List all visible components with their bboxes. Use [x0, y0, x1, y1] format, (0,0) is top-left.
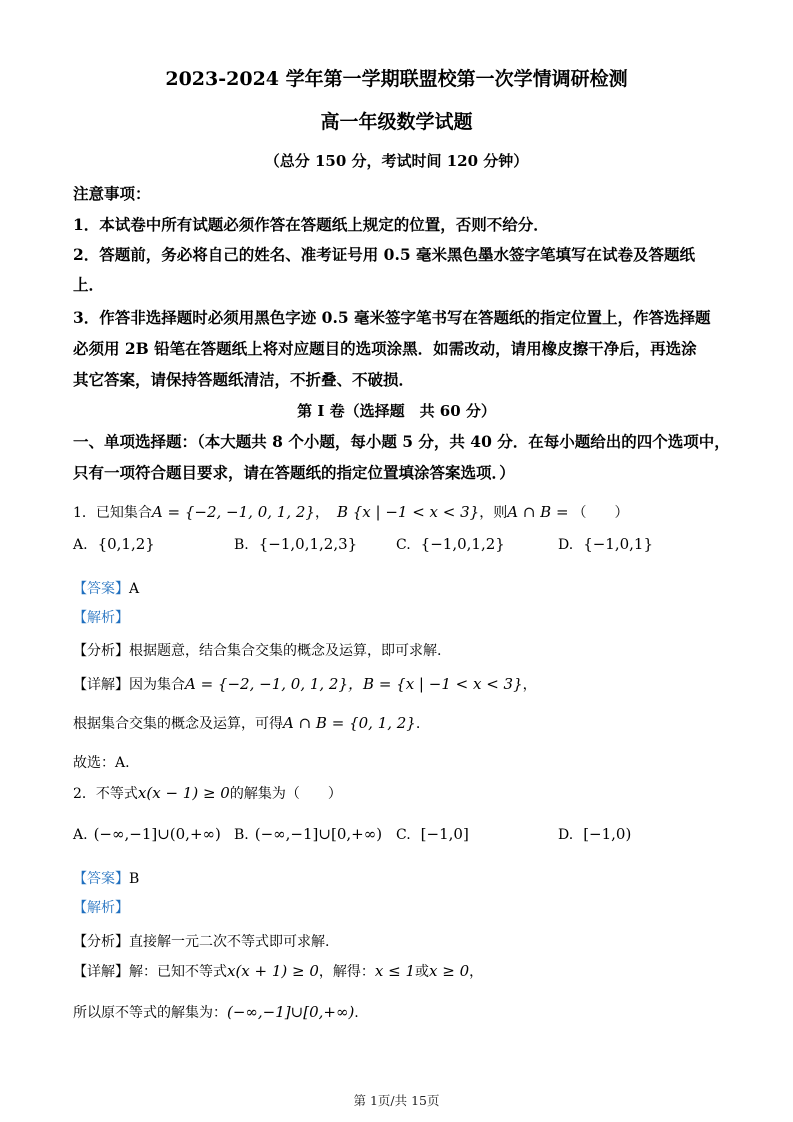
answer-value: A [129, 581, 140, 597]
q2-expr: x(x − 1) ≥ 0 [137, 784, 230, 802]
q1-answer [73, 578, 139, 598]
xiangjie-set-a: A = {−2, −1, 0, 1, 2} [185, 675, 349, 693]
question-2-stem [73, 783, 342, 803]
option-value: (−∞,−1]∪[0,+∞) [254, 825, 383, 843]
fenxi-text: 直接解一元二次不等式即可求解. [129, 934, 330, 950]
q2-option-b [234, 825, 382, 843]
option-label: C. [396, 537, 411, 553]
xiangjie-pre: 因为集合 [129, 677, 185, 693]
q1-fenxi [73, 640, 441, 660]
q2-option-a [73, 825, 221, 843]
answer-tag: 【答案】 [73, 871, 129, 887]
solution-expr: (−∞,−1]∪[0,+∞) [227, 1003, 355, 1021]
q1-xiangjie [73, 673, 537, 694]
option-value: {−1,0,1} [583, 535, 654, 553]
solution-pre: 所以原不等式的解集为： [73, 1005, 227, 1021]
notice-heading: 注意事项： [73, 184, 151, 203]
q1-then: ，则 [479, 505, 508, 521]
q2-fenxi [73, 931, 329, 951]
xiangjie-end: ， [469, 964, 484, 980]
section-title: 第 I 卷（选择题 共 60 分） [297, 402, 496, 420]
exam-subtitle: 高一年级数学试题 [320, 111, 473, 133]
solution-end: . [354, 1005, 359, 1021]
page-number: 第 1页/共 15页 [353, 1093, 440, 1108]
section-heading-line-1: 一、单项选择题：（本大题共 8 个小题，每小题 5 分，共 40 分．在每小题给出的四个选项中， [73, 432, 730, 451]
option-label: D. [558, 537, 574, 553]
option-value: {−1,0,1,2} [420, 535, 505, 553]
fenxi-tag: 【分析】 [73, 934, 129, 950]
xiangjie-root-2: x ≥ 0 [429, 962, 470, 980]
notice-item-3-line-1: 3．作答非选择题时必须用黑色字迹 0.5 毫米签字笔书写在答题纸的指定位置上，作答选择题 [73, 308, 711, 327]
q1-option-c [396, 535, 505, 553]
option-label: C. [396, 827, 411, 843]
q1-paren: （ ） [572, 505, 629, 521]
q1-prefix: 1．已知集合 [73, 505, 152, 521]
q1-expr: A ∩ B = [507, 503, 569, 521]
xiangjie-or: 或 [415, 964, 430, 980]
fenxi-text: 根据题意，结合集合交集的概念及运算，即可求解. [129, 643, 442, 659]
xiangjie-root-1: x ≤ 1 [374, 962, 416, 980]
q1-choice: 故选：A. [73, 755, 130, 771]
q2-prefix: 2．不等式 [73, 786, 138, 802]
option-value: [−1,0) [583, 825, 632, 843]
option-value: (−∞,−1]∪(0,+∞) [93, 825, 221, 843]
solution-pre: 根据集合交集的概念及运算，可得 [73, 716, 283, 732]
xiangjie-end: ， [522, 677, 537, 693]
option-value: {−1,0,1,2,3} [258, 535, 358, 553]
exam-info: （总分 150 分，考试时间 120 分钟） [264, 152, 529, 170]
q2-xiangjie [73, 961, 483, 981]
notice-item-3-line-2: 必须用 2B 铅笔在答题纸上将对应题目的选项涂黑．如需改动，请用橡皮擦干净后，再选涂 [73, 339, 697, 358]
xiangjie-mid: ，解得： [318, 964, 375, 980]
q2-option-c [396, 825, 469, 843]
xiangjie-tag: 【详解】 [73, 677, 129, 693]
notice-item-2-line-2: 上． [73, 275, 105, 294]
q1-set-a: A = {−2, −1, 0, 1, 2} [151, 503, 315, 521]
option-label: D. [558, 827, 574, 843]
solution-expr: A ∩ B = {0, 1, 2} [283, 714, 416, 732]
notice-item-3-line-3: 其它答案，请保持答题纸清洁，不折叠、不破损． [73, 370, 415, 389]
q2-solution-line [73, 1002, 359, 1022]
q1-analysis-tag: 【解析】 [73, 610, 129, 626]
option-value: [−1,0] [420, 825, 469, 843]
q2-suffix: 的解集为（ ） [229, 786, 342, 802]
xiangjie-pre: 解：已知不等式 [129, 964, 227, 980]
notice-item-1: 1．本试卷中所有试题必须作答在答题纸上规定的位置，否则不给分． [73, 215, 549, 234]
q1-option-a [73, 535, 155, 553]
option-value: {0,1,2} [97, 535, 155, 553]
q1-set-b: B {x | −1 < x < 3} [336, 503, 480, 521]
q2-analysis-tag: 【解析】 [73, 900, 129, 916]
exam-title: 2023-2024 学年第一学期联盟校第一次学情调研检测 [165, 68, 628, 90]
option-label: B. [234, 827, 249, 843]
q1-comma: ， [314, 505, 329, 521]
notice-item-2-line-1: 2．答题前，务必将自己的姓名、准考证号用 0.5 毫米黑色墨水签字笔填写在试卷及答题纸 [73, 245, 696, 264]
q1-solution-line [73, 713, 420, 733]
q2-answer [73, 868, 139, 888]
q2-option-d [558, 825, 631, 843]
option-label: A. [73, 827, 88, 843]
answer-value: B [129, 871, 140, 887]
solution-end: . [415, 716, 421, 732]
option-label: A. [73, 537, 88, 553]
xiangjie-set-b: ，B = {x | −1 < x < 3} [348, 675, 523, 693]
xiangjie-expr: x(x + 1) ≥ 0 [227, 962, 319, 980]
xiangjie-tag: 【详解】 [73, 964, 129, 980]
answer-tag: 【答案】 [73, 581, 129, 597]
q1-option-b [234, 535, 357, 553]
section-heading-line-2: 只有一项符合题目要求，请在答题纸的指定位置填涂答案选项．） [73, 463, 515, 482]
option-label: B. [234, 537, 249, 553]
fenxi-tag: 【分析】 [73, 643, 129, 659]
question-1-stem [73, 502, 629, 522]
q1-option-d [558, 535, 653, 553]
